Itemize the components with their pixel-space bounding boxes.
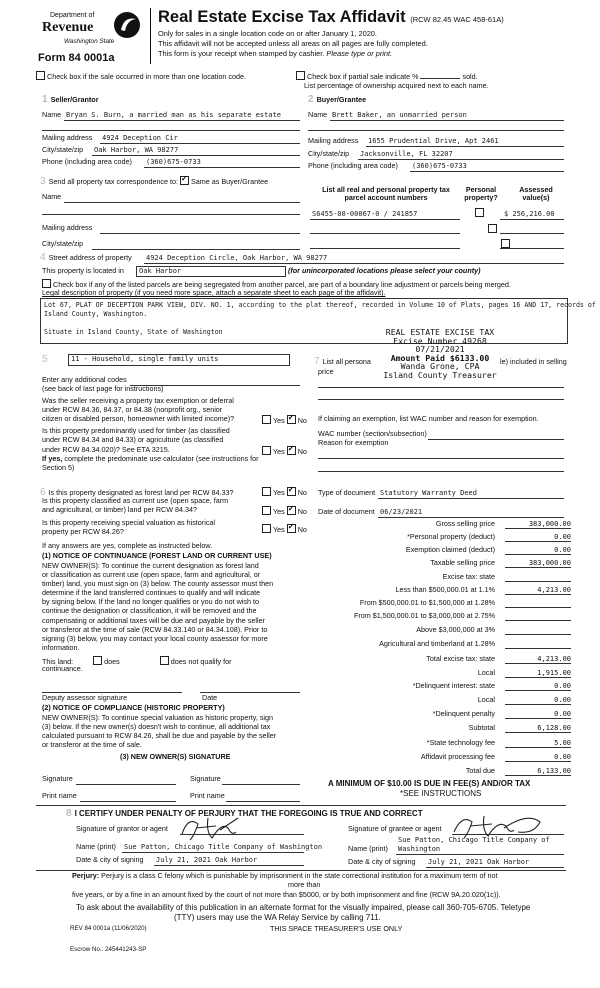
partial-sale-check[interactable]: Check box if partial sale indicate % sold. bbox=[296, 71, 478, 81]
doc-type[interactable]: Statutory Warranty Deed bbox=[380, 489, 477, 497]
grantee-name-label: Name (print) bbox=[348, 844, 388, 853]
q-timber-1: Is this property predominantly used for timber (as classified bbox=[42, 426, 230, 435]
q-current-use-answer[interactable]: Yes ✓ No bbox=[262, 506, 307, 516]
tax-row-value[interactable]: 383,000.00 bbox=[505, 559, 571, 568]
notice-line: by signing below. If the land no longer qualifies or you do not wish to bbox=[42, 597, 259, 607]
minimum-due-note: A MINIMUM OF $10.00 IS DUE IN FEE(S) AND/OR TAX bbox=[328, 779, 531, 788]
see-back: (see back of last page for instructions) bbox=[42, 384, 164, 393]
buyer-city-label: City/state/zip bbox=[308, 149, 350, 158]
q-historic-1: Is this property receiving special valuation as historical bbox=[42, 518, 215, 527]
buyer-phone[interactable]: (360)675-0733 bbox=[412, 162, 467, 170]
seller-phone[interactable]: (360)675-0733 bbox=[146, 158, 201, 166]
assessed-col-header: Assessed value(s) bbox=[519, 185, 553, 203]
tax-row-value[interactable]: 383,000.00 bbox=[505, 520, 571, 529]
tax-row bbox=[318, 546, 573, 557]
notice-compliance-head: (2) NOTICE OF COMPLIANCE (HISTORIC PROPERTY) bbox=[42, 703, 225, 712]
seller-city-label: City/state/zip bbox=[42, 145, 84, 154]
alt-format-2: (TTY) users may use the WA Relay Service by calling 711. bbox=[174, 913, 381, 922]
q-forest: 6 Is this property designated as forest land per RCW 84.33? bbox=[40, 487, 234, 498]
notice-line: continue the designation or classification, it will be removed and the bbox=[42, 606, 257, 616]
form-number: Form 84 0001a bbox=[38, 52, 115, 64]
deputy-signature-label: Deputy assessor signature bbox=[42, 693, 128, 702]
buyer-heading: 2 Buyer/Grantee bbox=[308, 94, 367, 105]
tax-row-label: Gross selling price bbox=[435, 519, 495, 528]
notice-line: determine if the land transferred continues to qualify and will indicate bbox=[42, 588, 261, 598]
owner-signature-label-1: Signature bbox=[42, 774, 73, 783]
exempt-claim-note: If claiming an exemption, list WAC number and reason for exemption. bbox=[318, 414, 539, 423]
street-address[interactable]: 4924 Deception Circle, Oak Harbor, WA 98277 bbox=[146, 254, 328, 262]
grantor-date[interactable]: July 21, 2021 Oak Harbor bbox=[156, 856, 258, 864]
tax-row-value[interactable]: 5.00 bbox=[505, 739, 571, 748]
q-timber-2: under RCW 84.34 and 84.33) or agriculture (as classified bbox=[42, 435, 224, 444]
multi-location-check[interactable]: Check box if the sale occurred in more than one location code. bbox=[36, 71, 246, 81]
tax-row bbox=[318, 559, 573, 570]
notice-line: compensating or additional taxes will be due and payable by the seller bbox=[42, 615, 265, 625]
notice-line: calculated pursuant to RCW 84.26, shall be due and payable by the seller bbox=[42, 731, 277, 741]
tax-row-label: Affidavit processing fee bbox=[420, 752, 495, 761]
buyer-phone-label: Phone (including area code) bbox=[308, 161, 398, 170]
if-any-note: If any answers are yes, complete as instructed below. bbox=[42, 541, 213, 550]
form-title: Real Estate Excise Tax Affidavit (RCW 82.45 WAC 458-61A) bbox=[158, 8, 504, 26]
tax-row bbox=[318, 682, 573, 693]
q-exemption-3: citizen or disabled person, homeowner with limited income)? bbox=[42, 414, 235, 423]
section5-num: 5 bbox=[42, 354, 48, 365]
tax-row bbox=[318, 533, 573, 544]
tax-row-label: *Personal property (deduct) bbox=[407, 532, 495, 541]
tax-row-label: Taxable selling price bbox=[430, 558, 495, 567]
deputy-date-label: Date bbox=[202, 693, 218, 702]
tax-row bbox=[318, 724, 573, 735]
tax-row bbox=[318, 655, 573, 666]
tax-row-value[interactable] bbox=[505, 640, 571, 649]
reason-label: Reason for exemption bbox=[318, 438, 389, 447]
doc-type-label: Type of document bbox=[318, 488, 376, 497]
unincorporated-note: (for unincorporated locations please select your county) bbox=[288, 266, 481, 275]
section5-ref: Section 5) bbox=[42, 463, 75, 472]
buyer-mail[interactable]: 1655 Prudential Drive, Apt 2461 bbox=[368, 137, 499, 145]
tax-row-value[interactable]: 0.00 bbox=[505, 696, 571, 705]
notice-compliance-text bbox=[42, 713, 276, 749]
revenue-word: Revenue bbox=[42, 20, 94, 35]
certify-line: 8 I CERTIFY UNDER PENALTY OF PERJURY THAT THE FOREGOING IS TRUE AND CORRECT bbox=[66, 808, 423, 819]
q-timber-3: under RCW 84.34.020)? See ETA 3215. bbox=[42, 445, 170, 454]
revenue-logo bbox=[28, 10, 146, 50]
section7-price: price bbox=[318, 367, 334, 376]
buyer-name-label: Name bbox=[308, 110, 328, 119]
tax-row-value[interactable]: 0.00 bbox=[505, 546, 571, 555]
located-select[interactable]: Oak Harbor bbox=[136, 266, 286, 277]
tax-row-value[interactable] bbox=[505, 573, 571, 582]
seller-city[interactable]: Oak Harbor, WA 98277 bbox=[94, 146, 179, 154]
header-note-3: This form is your receipt when stamped by cashier. Please type or print. bbox=[158, 49, 393, 58]
tax-row bbox=[318, 599, 573, 610]
tax-row-label: Total due bbox=[465, 766, 495, 775]
tax-row-label: From $1,500,000.01 to $3,000,000 at 2.75% bbox=[353, 611, 495, 620]
grantor-name[interactable]: Sue Patton, Chicago Title Company of Washington bbox=[124, 843, 323, 851]
tax-row bbox=[318, 612, 573, 623]
tax-row bbox=[318, 586, 573, 597]
legal-line-2: Island County, Washington. bbox=[44, 310, 148, 318]
tax-row-label: From $500,000.01 to $1,500,000 at 1.28% bbox=[359, 598, 495, 607]
land-use-code[interactable]: 11 - Household, single family units bbox=[68, 354, 290, 366]
tax-row bbox=[318, 573, 573, 584]
segregated-checkbox[interactable] bbox=[42, 279, 51, 288]
seller-mail-label: Mailing address bbox=[42, 133, 93, 142]
q-exemption-2: under RCW 84.36, 84.37, or 84.38 (nonprofit org., senior bbox=[42, 405, 223, 414]
buyer-mail-label: Mailing address bbox=[308, 136, 359, 145]
owner-print-label-1: Print name bbox=[42, 791, 77, 800]
tax-row-value[interactable]: 0.00 bbox=[505, 533, 571, 542]
seller-heading: 1 Seller/Grantor bbox=[42, 94, 99, 105]
perjury-line-3: five years, or by a fine in an amount fixed by the court of not more than $5000, or by both imprisonment and fine (RCW 9A.20.020(1c)). bbox=[72, 890, 501, 899]
multi-location-checkbox[interactable] bbox=[36, 71, 45, 80]
see-instructions: *SEE INSTRUCTIONS bbox=[400, 789, 482, 798]
treasurer-stamp: REAL ESTATE EXCISE TAX Excise Number 49268 07/21/2021 Amount Paid $6133.00 Wanda Grone, CPA Island County Treasurer bbox=[383, 327, 497, 381]
wac-label: WAC number (section/subsection) bbox=[318, 429, 427, 438]
tax-row-value[interactable]: 4,213.00 bbox=[505, 586, 571, 595]
tax-row-value[interactable]: 0.00 bbox=[505, 682, 571, 691]
tax-row-value[interactable] bbox=[505, 612, 571, 621]
tax-row bbox=[318, 696, 573, 707]
tax-row-label: Less than $500,000.01 at 1.1% bbox=[395, 585, 495, 594]
notice-line: timber) land, you must sign on (3) below. The county assessor must then bbox=[42, 579, 274, 589]
tax-row-value[interactable]: 4,213.00 bbox=[505, 655, 571, 664]
grantee-date[interactable]: July 21, 2021 Oak Harbor bbox=[428, 858, 530, 866]
owner-signature-label-2: Signature bbox=[190, 774, 221, 783]
header-note-1: Only for sales in a single location code on or after January 1, 2020. bbox=[158, 29, 377, 38]
header-divider bbox=[150, 8, 151, 64]
does-qualify-checkbox[interactable] bbox=[93, 656, 102, 665]
grantor-date-label: Date & city of signing bbox=[76, 855, 144, 864]
tax-row bbox=[318, 767, 573, 778]
grantor-sig-label: Signature of grantor or agent bbox=[76, 824, 168, 833]
notice-line: NEW OWNER(S): To continue the current designation as forest land bbox=[42, 561, 259, 570]
grantor-name-label: Name (print) bbox=[76, 842, 116, 851]
tax-row bbox=[318, 626, 573, 637]
q-historic-2: property per RCW 84.26? bbox=[42, 527, 124, 536]
q-exemption-answer[interactable]: Yes ✓ No bbox=[262, 415, 307, 425]
partial-sale-checkbox[interactable] bbox=[296, 71, 305, 80]
notice-line: information. bbox=[42, 642, 80, 652]
segregated-check[interactable]: Check box if any of the listed parcels are being segregated from another parcel, are part of a boundary line adjustment or parcels being merged. bbox=[42, 279, 511, 289]
legal-line-3: Situate in Island County, State of Washington bbox=[44, 328, 223, 336]
personal-property-checkbox-1[interactable] bbox=[475, 208, 484, 217]
q-historic-answer[interactable]: Yes ✓ No bbox=[262, 524, 307, 534]
state-line: Washington State bbox=[64, 38, 115, 45]
tax-row-label: Local bbox=[477, 695, 495, 704]
tax-row-value[interactable]: 6,128.00 bbox=[505, 724, 571, 733]
located-label: This property is located in bbox=[42, 266, 124, 275]
seller-phone-label: Phone (including area code) bbox=[42, 157, 132, 166]
q-timber-answer[interactable]: Yes ✓ No bbox=[262, 446, 307, 456]
legal-label: Legal description of property (if you need more space, attach a separate sheet to each page of the affidavit). bbox=[42, 288, 386, 297]
corr-name-label: Name bbox=[42, 192, 62, 201]
list-percentage-note: List percentage of ownership acquired next to each name. bbox=[304, 81, 489, 90]
continuance-word: continuance. bbox=[42, 664, 83, 673]
tax-row-value[interactable]: 1,915.00 bbox=[505, 669, 571, 678]
notice-line: or classification as current use (open space, farm and agricultural, or bbox=[42, 570, 261, 580]
corr-mail-label: Mailing address bbox=[42, 223, 93, 232]
grantee-sig-label: Signature of grantee or agent bbox=[348, 824, 442, 833]
dept-line: Department of bbox=[50, 12, 95, 19]
tax-row-value[interactable]: 0.00 bbox=[505, 710, 571, 719]
legal-line-1: Lot 67, PLAT OF DECEPTION PARK VIEW, DIV. NO. 1, according to the plat thereof, recorded in Volume 10 of Plats, pages 16 AND 17, records of bbox=[44, 301, 596, 309]
tax-row-label: *Delinquent penalty bbox=[432, 709, 495, 718]
grantee-name-a[interactable]: Sue Patton, Chicago Title Company of bbox=[398, 836, 550, 844]
tax-row bbox=[318, 710, 573, 721]
tax-row-label: Above $3,000,000 at 3% bbox=[416, 625, 495, 634]
notice-line: NEW OWNER(S): To continue special valuation as historic property, sign bbox=[42, 713, 274, 722]
tax-row bbox=[318, 739, 573, 750]
tax-row-label: Subtotal bbox=[468, 723, 495, 732]
notice-line: (3) below. If the new owner(s) doesn't wish to continue, all additional tax bbox=[42, 722, 271, 732]
personal-property-checkbox-2[interactable] bbox=[488, 224, 497, 233]
tax-row bbox=[318, 669, 573, 680]
does-not-qualify-checkbox[interactable] bbox=[160, 656, 169, 665]
assessed-value[interactable]: $ 256,216.00 bbox=[504, 210, 555, 218]
q-exemption-1: Was the seller receiving a property tax exemption or deferral bbox=[42, 396, 234, 405]
seller-name[interactable]: Bryan S. Burn, a married man as his separate estate bbox=[66, 111, 281, 119]
tax-row-label: Agricultural and timberland at 1.28% bbox=[379, 639, 495, 648]
tax-row bbox=[318, 753, 573, 764]
grantee-name-b[interactable]: Washington bbox=[398, 845, 441, 853]
tax-row-value[interactable] bbox=[505, 599, 571, 608]
notice-continuance-text bbox=[42, 561, 273, 652]
section7-list: 7 List all persona bbox=[314, 356, 371, 367]
doc-date[interactable]: 06/23/2021 bbox=[380, 508, 423, 516]
treasurer-use: THIS SPACE TREASURER'S USE ONLY bbox=[270, 924, 403, 933]
notice-line: signing (3) below, you may contact your local county assessor for more bbox=[42, 633, 268, 643]
tax-row-label: Excise tax: state bbox=[442, 572, 495, 581]
seller-name-label: Name bbox=[42, 110, 62, 119]
notice-line: or transferor at the time of sale (RCW 84.33.140 or 84.34.108). Prior to bbox=[42, 624, 268, 634]
perjury-line-2: more than bbox=[288, 880, 321, 889]
q-forest-answer[interactable]: Yes ✓ No bbox=[262, 487, 307, 497]
personal-property-checkbox-3[interactable] bbox=[501, 239, 510, 248]
revenue-swirl-icon bbox=[112, 10, 142, 40]
parcel-col-header: List all real and personal property tax parcel account numbers bbox=[322, 185, 450, 203]
correspondence-line: 3 Send all property tax correspondence to: ✓ Same as Buyer/Grantee bbox=[40, 176, 268, 188]
if-yes-note: If yes, complete the predominate use calculator (see instructions for bbox=[42, 454, 259, 463]
q-current-use-2: and agricultural, or timber) land per RCW 84.34? bbox=[42, 505, 198, 514]
owner-print-label-2: Print name bbox=[190, 791, 225, 800]
escrow-number: Escrow No.: 245441243-SP bbox=[70, 946, 147, 953]
buyer-name[interactable]: Brett Baker, an unmarried person bbox=[332, 111, 467, 119]
tax-row-value[interactable]: 0.00 bbox=[505, 753, 571, 762]
tax-row-label: *State technology fee bbox=[426, 738, 495, 747]
notice-line: or transferor at the time of sale. bbox=[42, 740, 142, 750]
header-note-2: This affidavit will not be accepted unless all areas on all pages are fully completed. bbox=[158, 39, 428, 48]
enter-codes: Enter any additional codes bbox=[42, 375, 127, 384]
notice-continuance-head: (1) NOTICE OF CONTINUANCE (FOREST LAND OR CURRENT USE) bbox=[42, 551, 272, 560]
street-label: 4 Street address of property bbox=[40, 252, 132, 263]
perjury-line-1: Perjury: Perjury is a class C felony which is punishable by imprisonment in the state correctional institution for a maximum term of not bbox=[72, 871, 498, 880]
section7-included: le) included in selling bbox=[500, 357, 567, 366]
q-current-use-1: Is this property classified as current use (open space, farm bbox=[42, 496, 229, 505]
tax-row-label: *Delinquent interest: state bbox=[412, 681, 495, 690]
same-as-buyer-checkbox[interactable] bbox=[180, 176, 189, 185]
parcel-number[interactable]: S6455-00-00067-0 / 241857 bbox=[312, 210, 418, 218]
tax-row-label: Exemption claimed (deduct) bbox=[405, 545, 495, 554]
tax-row bbox=[318, 640, 573, 651]
alt-format-1: To ask about the availability of this publication in an alternate format for the visually impaired, please call 360-705-6705. Teletype bbox=[76, 903, 531, 912]
personal-col-header: Personal property? bbox=[464, 185, 498, 203]
corr-city-label: City/state/zip bbox=[42, 239, 84, 248]
tax-row bbox=[318, 520, 573, 531]
grantor-signature bbox=[176, 814, 256, 842]
rev-number: REV 84 0001a (11/06/2020) bbox=[70, 925, 147, 932]
new-owner-signature-head: (3) NEW OWNER(S) SIGNATURE bbox=[120, 752, 231, 761]
seller-mail[interactable]: 4924 Deception Cir bbox=[102, 134, 178, 142]
tax-row-value[interactable]: 6,133.00 bbox=[505, 767, 571, 776]
buyer-city[interactable]: Jacksonville, FL 32207 bbox=[360, 150, 453, 158]
grantee-date-label: Date & city of signing bbox=[348, 857, 416, 866]
doc-date-label: Date of document bbox=[318, 507, 375, 516]
tax-row-label: Total excise tax: state bbox=[426, 654, 495, 663]
tax-row-value[interactable] bbox=[505, 626, 571, 635]
tax-row-label: Local bbox=[477, 668, 495, 677]
this-land-line: This land: does does not qualify for bbox=[42, 657, 232, 666]
